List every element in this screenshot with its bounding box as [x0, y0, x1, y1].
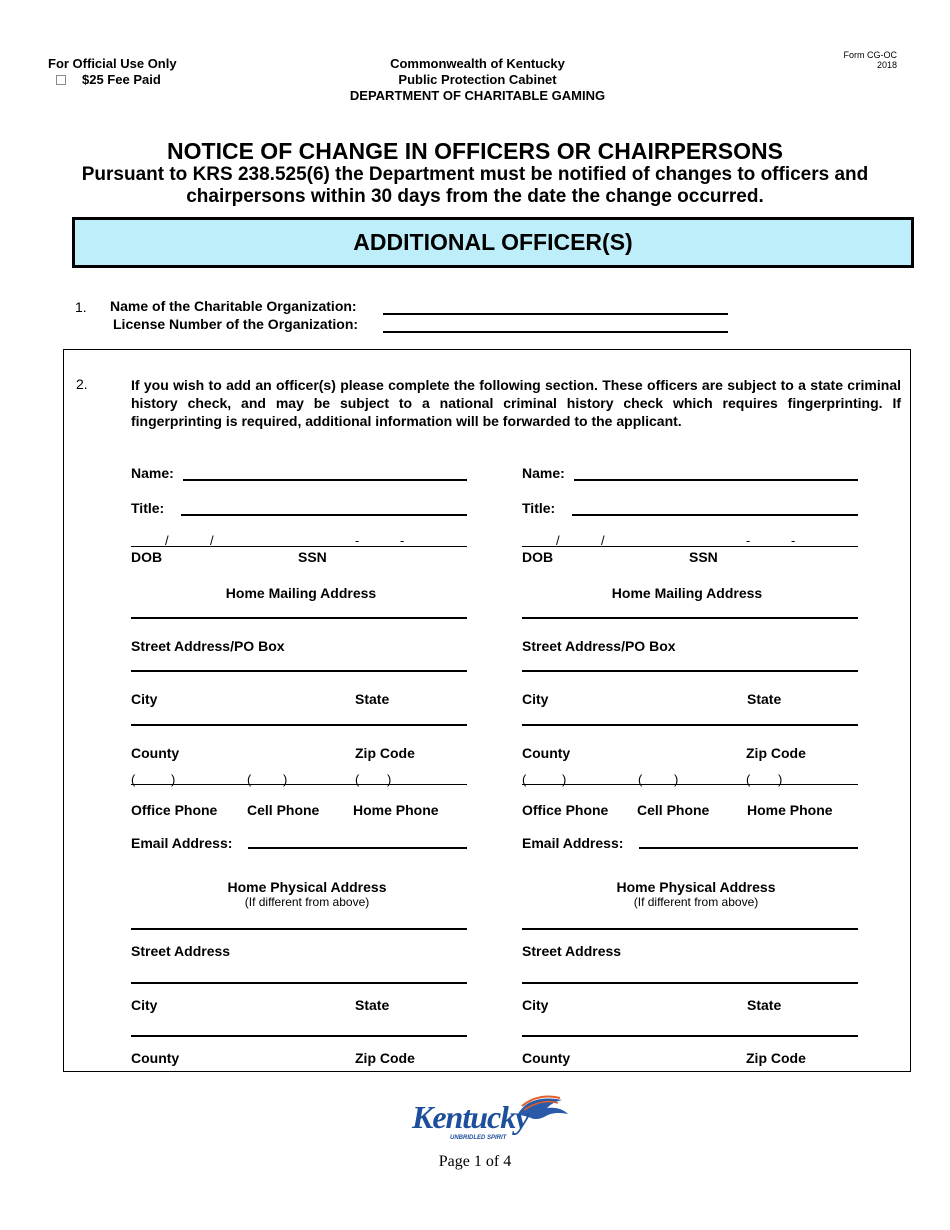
license-number-label: License Number of the Organization: — [113, 316, 359, 332]
title-label: Title: — [522, 500, 556, 516]
cell-phone-label: Cell Phone — [637, 802, 710, 818]
cell-phone-label: Cell Phone — [247, 802, 320, 818]
home-area-open: ( — [355, 772, 360, 787]
ssn-dash-2: - — [400, 533, 405, 548]
office-area-close: ) — [562, 772, 567, 787]
name-label: Name: — [131, 465, 174, 481]
dob-slash-2: / — [210, 533, 214, 548]
ssn-label: SSN — [298, 549, 327, 565]
physical-state-label: State — [747, 997, 782, 1013]
dob-ssn-field[interactable] — [131, 546, 467, 547]
dob-label: DOB — [131, 549, 163, 565]
dob-slash-1: / — [556, 533, 560, 548]
agency-line-2: Public Protection Cabinet — [398, 72, 557, 87]
zip-label: Zip Code — [355, 745, 415, 761]
email-label: Email Address: — [522, 835, 624, 851]
physical-address-note: (If different from above) — [633, 895, 759, 909]
state-label: State — [355, 691, 390, 707]
page-title: NOTICE OF CHANGE IN OFFICERS OR CHAIRPERSONS — [167, 138, 783, 164]
physical-county-zip-field[interactable] — [131, 1035, 467, 1037]
email-field[interactable] — [639, 847, 858, 849]
name-field[interactable] — [183, 479, 467, 481]
county-label: County — [522, 745, 571, 761]
street-po-field[interactable] — [522, 617, 858, 619]
physical-street-field[interactable] — [522, 928, 858, 930]
agency-line-3: DEPARTMENT OF CHARITABLE GAMING — [349, 88, 606, 103]
email-label: Email Address: — [131, 835, 233, 851]
street-po-field[interactable] — [131, 617, 467, 619]
dob-label: DOB — [522, 549, 554, 565]
physical-address-heading — [522, 879, 870, 909]
city-state-field[interactable] — [522, 670, 858, 672]
county-zip-field[interactable] — [522, 724, 858, 726]
dob-slash-2: / — [601, 533, 605, 548]
office-phone-label: Office Phone — [131, 802, 218, 818]
city-label: City — [131, 691, 158, 707]
title-label: Title: — [131, 500, 165, 516]
title-field[interactable] — [572, 514, 858, 516]
form-number-code: Form CG-OC — [843, 50, 897, 60]
org-name-label: Name of the Charitable Organization: — [110, 298, 357, 314]
physical-street-label: Street Address — [522, 943, 622, 959]
q2-instructions: If you wish to add an officer(s) please complete the following section. These officers are subject to a state criminal history check, and may be subject to a national criminal history check which requires fingerprinting. If fingerprinting is required, additional information will be forwarded to the applicant. — [131, 377, 901, 429]
physical-city-label: City — [131, 997, 158, 1013]
form-number-year: 2018 — [876, 60, 897, 70]
office-area-open: ( — [522, 772, 527, 787]
physical-county-zip-field[interactable] — [522, 1035, 858, 1037]
physical-city-state-field[interactable] — [131, 982, 467, 984]
email-field[interactable] — [248, 847, 467, 849]
name-field[interactable] — [574, 479, 858, 481]
physical-state-label: State — [355, 997, 390, 1013]
name-label: Name: — [522, 465, 565, 481]
phones-field[interactable] — [522, 784, 858, 785]
ssn-dash-1: - — [746, 533, 751, 548]
cell-area-open: ( — [638, 772, 643, 787]
phones-field[interactable] — [131, 784, 467, 785]
ssn-label: SSN — [689, 549, 718, 565]
physical-zip-label: Zip Code — [355, 1050, 415, 1066]
home-area-close: ) — [778, 772, 783, 787]
county-zip-field[interactable] — [131, 724, 467, 726]
office-area-open: ( — [131, 772, 136, 787]
q2-number: 2. — [76, 376, 88, 392]
physical-address-note: (If different from above) — [244, 895, 370, 909]
county-label: County — [131, 745, 180, 761]
street-po-label: Street Address/PO Box — [131, 638, 285, 654]
physical-city-label: City — [522, 997, 549, 1013]
physical-county-label: County — [522, 1050, 571, 1066]
page-number: Page 1 of 4 — [438, 1153, 512, 1170]
dob-slash-1: / — [165, 533, 169, 548]
zip-label: Zip Code — [746, 745, 806, 761]
office-phone-label: Office Phone — [522, 802, 609, 818]
title-field[interactable] — [181, 514, 467, 516]
home-phone-label: Home Phone — [353, 802, 439, 818]
physical-city-state-field[interactable] — [522, 982, 858, 984]
dob-ssn-field[interactable] — [522, 546, 858, 547]
home-area-open: ( — [746, 772, 751, 787]
mailing-address-heading: Home Mailing Address — [611, 585, 763, 601]
official-use-label: For Official Use Only — [48, 56, 177, 71]
page-subtitle: Pursuant to KRS 238.525(6) the Department must be notified of changes to officers and chairpersons within 30 days from the date the change occurred. — [81, 164, 869, 207]
physical-county-label: County — [131, 1050, 180, 1066]
office-area-close: ) — [171, 772, 176, 787]
physical-address-heading — [131, 879, 483, 909]
agency-line-1: Commonwealth of Kentucky — [390, 56, 565, 71]
officer-form-right — [522, 0, 858, 1230]
q1-number: 1. — [75, 299, 87, 315]
physical-street-field[interactable] — [131, 928, 467, 930]
officer-form-left — [131, 0, 467, 1230]
physical-address-title: Home Physical Address — [227, 879, 387, 895]
cell-area-close: ) — [674, 772, 679, 787]
kentucky-logo — [410, 1094, 570, 1142]
home-phone-label: Home Phone — [747, 802, 833, 818]
section-banner-label: ADDITIONAL OFFICER(S) — [353, 229, 633, 255]
logo-wordmark: Kentucky — [412, 1099, 529, 1135]
mailing-address-heading: Home Mailing Address — [225, 585, 377, 601]
logo-tagline: UNBRIDLED SPIRIT — [450, 1135, 507, 1141]
state-label: State — [747, 691, 782, 707]
fee-paid-label: $25 Fee Paid — [82, 72, 161, 87]
physical-address-title: Home Physical Address — [616, 879, 776, 895]
ssn-dash-1: - — [355, 533, 360, 548]
cell-area-close: ) — [283, 772, 288, 787]
cell-area-open: ( — [247, 772, 252, 787]
ssn-dash-2: - — [791, 533, 796, 548]
street-po-label: Street Address/PO Box — [522, 638, 676, 654]
home-area-close: ) — [387, 772, 392, 787]
physical-zip-label: Zip Code — [746, 1050, 806, 1066]
city-state-field[interactable] — [131, 670, 467, 672]
city-label: City — [522, 691, 549, 707]
physical-street-label: Street Address — [131, 943, 231, 959]
